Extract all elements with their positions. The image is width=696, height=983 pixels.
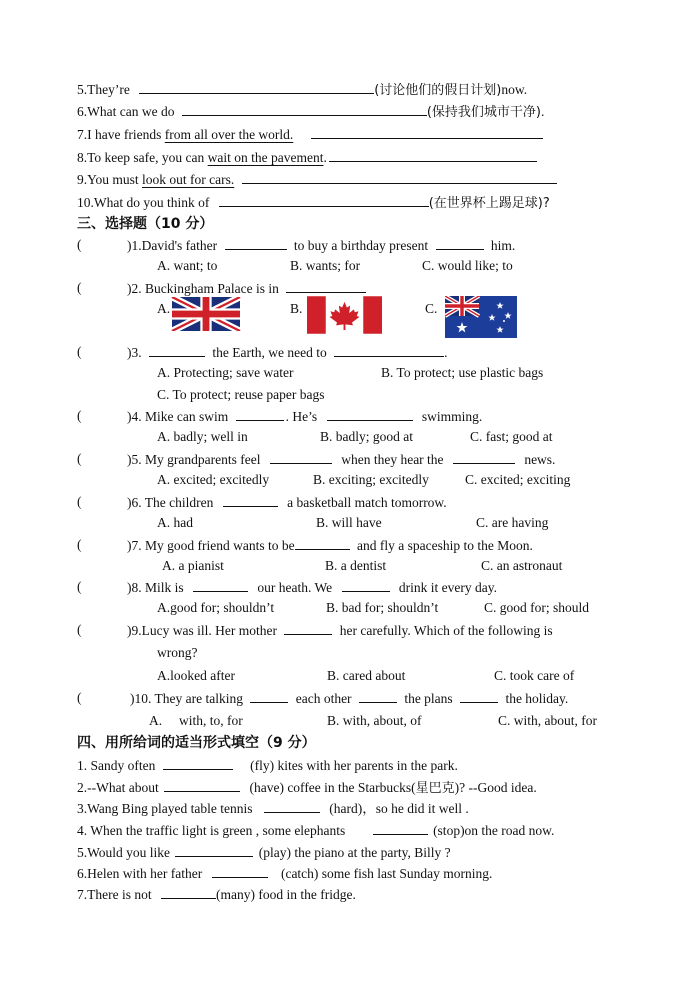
stem-part: her carefully. Which of the following is	[339, 623, 553, 638]
question-8	[77, 147, 537, 168]
option-c[interactable]: C. are having	[476, 515, 549, 530]
stem-part: a basketball match tomorrow.	[287, 495, 447, 510]
option-b[interactable]: B. bad for; shouldn’t	[326, 600, 439, 615]
q6-chinese-hint: (保持我们城市干净)	[426, 105, 541, 120]
fill-question-4	[77, 820, 554, 841]
option-b[interactable]: B. wants; for	[290, 258, 361, 273]
question-5	[77, 79, 527, 101]
fill-text: 5.Would you like	[77, 845, 171, 860]
answer-paren-close: )	[127, 580, 132, 595]
stem-blank	[225, 235, 287, 250]
answer-paren-close: )	[127, 538, 132, 553]
q10-text: 10.What do you think of	[77, 195, 210, 210]
answer-blank[interactable]	[161, 884, 216, 899]
answer-slot[interactable]	[84, 235, 122, 249]
stem-blank	[453, 449, 515, 464]
option-c[interactable]: C.	[425, 301, 438, 316]
stem-part: drink it every day.	[398, 580, 497, 595]
fill-chinese-text: 星巴克	[415, 781, 455, 796]
fill-text: 7.There is not	[77, 887, 152, 902]
answer-paren-close: )	[130, 691, 135, 706]
answer-blank[interactable]	[175, 842, 253, 857]
stem-part: our heath. We	[257, 580, 333, 595]
answer-paren-close: )	[127, 238, 132, 253]
option-c[interactable]: C. fast; good at	[470, 429, 553, 444]
answer-blank[interactable]	[163, 755, 233, 770]
option-a[interactable]: A. excited; excitedly	[157, 472, 270, 487]
fill-text: 4. When the traffic light is green , some elephants	[77, 823, 346, 838]
q5-chinese-hint: (讨论他们的假日计划)	[374, 83, 502, 98]
stem-part: 7. My good friend wants to be	[131, 538, 295, 553]
option-a[interactable]: A. a pianist	[162, 558, 224, 573]
stem-blank	[460, 688, 498, 703]
answer-paren-close: )	[127, 281, 132, 296]
stem-part: swimming.	[421, 409, 483, 424]
answer-paren-open: (	[77, 579, 82, 594]
stem-part: 4. Mike can swim	[131, 409, 229, 424]
uk-flag-icon[interactable]	[171, 297, 241, 331]
q9-underlined-phrase: look out for cars.	[142, 172, 235, 187]
fill-question-5	[77, 842, 451, 863]
stem-part: .	[444, 345, 448, 360]
answer-paren-open: (	[77, 237, 82, 252]
question-7	[77, 124, 543, 145]
q5-text: 5.They’re	[77, 82, 130, 97]
stem-part: wrong?	[157, 645, 198, 660]
fill-text: 6.Helen with her father	[77, 866, 203, 881]
question-10	[77, 192, 550, 214]
fill-text: (stop)on the road now.	[433, 823, 555, 838]
option-b[interactable]: B. badly; good at	[320, 429, 413, 444]
answer-paren-open: (	[77, 280, 82, 295]
stem-blank	[342, 577, 390, 592]
stem-blank	[327, 406, 413, 421]
option-c[interactable]: C. To protect; reuse paper bags	[157, 387, 325, 402]
fill-text: )? --Good idea.	[454, 780, 537, 795]
q8-end: .	[323, 150, 327, 165]
answer-paren-open: (	[77, 408, 82, 423]
stem-part: when they hear the	[341, 452, 444, 467]
fill-text: 2.--What about	[77, 780, 159, 795]
answer-blank[interactable]	[242, 169, 557, 184]
mc-stem	[127, 577, 497, 598]
stem-part: 5. My grandparents feel	[131, 452, 261, 467]
option-c[interactable]: C. excited; exciting	[465, 472, 571, 487]
section-4-title: 四、用所给词的适当形式填空（9 分）	[77, 735, 316, 751]
stem-blank	[334, 342, 444, 357]
answer-blank[interactable]	[164, 777, 240, 792]
stem-part: 6. The children	[131, 495, 214, 510]
answer-paren-open: (	[77, 690, 82, 705]
option-b[interactable]: B. cared about	[327, 668, 406, 683]
answer-blank[interactable]	[264, 798, 320, 813]
stem-blank	[270, 449, 332, 464]
answer-paren-close: )	[127, 495, 132, 510]
stem-part: the holiday.	[505, 691, 569, 706]
option-b[interactable]: B. a dentist	[325, 558, 387, 573]
answer-blank[interactable]	[373, 820, 428, 835]
stem-part: 8. Milk is	[131, 580, 184, 595]
fill-question-2	[77, 777, 537, 799]
option-b[interactable]: B. To protect; use plastic bags	[381, 365, 544, 380]
question-9	[77, 169, 557, 190]
australia-flag-icon[interactable]	[445, 296, 517, 338]
answer-paren-open: (	[77, 537, 82, 552]
mc-stem	[130, 688, 568, 709]
answer-paren-open: (	[77, 622, 82, 637]
option-a[interactable]: A. badly; well in	[157, 429, 248, 444]
q6-text: 6.What can we do	[77, 104, 175, 119]
stem-blank	[193, 577, 248, 592]
stem-part: and fly a spaceship to the Moon.	[356, 538, 533, 553]
stem-part: each other	[295, 691, 352, 706]
option-b[interactable]: B.	[290, 301, 303, 316]
fill-text: (many) food in the fridge.	[215, 887, 356, 902]
answer-paren-open: (	[77, 451, 82, 466]
stem-part: him.	[490, 238, 516, 253]
mc-stem	[127, 620, 553, 641]
stem-blank	[359, 688, 397, 703]
stem-blank	[286, 278, 366, 293]
answer-blank[interactable]	[212, 863, 268, 878]
q9-text: 9.You must	[77, 172, 139, 187]
answer-paren-close: )	[127, 623, 132, 638]
option-a[interactable]: A. with, to, for	[149, 713, 243, 728]
answer-paren-open: (	[77, 494, 82, 509]
q7-underlined-phrase: from all over the world.	[164, 127, 294, 142]
option-c[interactable]: C. good for; should	[484, 600, 590, 615]
q8-text: 8.To keep safe, you can	[77, 150, 205, 165]
option-a[interactable]: A. want; to	[157, 258, 218, 273]
fill-text: 3.Wang Bing played table tennis	[77, 801, 253, 816]
option-c[interactable]: C. an astronaut	[481, 558, 563, 573]
mc-stem	[127, 342, 447, 363]
mc-stem	[127, 535, 533, 556]
option-a[interactable]: A.good for; shouldn’t	[157, 600, 275, 615]
answer-blank[interactable]	[182, 101, 427, 116]
q5-end: now.	[501, 82, 528, 97]
stem-part: to buy a birthday present	[293, 238, 429, 253]
option-a[interactable]: A.	[157, 301, 171, 316]
stem-blank	[236, 406, 284, 421]
option-c[interactable]: C. took care of	[494, 668, 575, 683]
answer-blank[interactable]	[219, 192, 429, 207]
option-c[interactable]: C. would like; to	[422, 258, 513, 273]
q10-chinese-hint: (在世界杯上踢足球)?	[428, 196, 550, 211]
stem-blank	[284, 620, 332, 635]
option-b[interactable]: B. with, about, of	[327, 713, 422, 728]
stem-blank	[149, 342, 205, 357]
option-b[interactable]: B. will have	[316, 515, 382, 530]
answer-blank[interactable]	[139, 79, 374, 94]
stem-blank	[436, 235, 484, 250]
answer-blank[interactable]	[329, 147, 537, 162]
fill-question-6	[77, 863, 492, 884]
fill-question-3	[77, 798, 469, 819]
stem-blank	[250, 688, 288, 703]
stem-blank	[295, 535, 350, 550]
option-a[interactable]: A. had	[157, 515, 193, 530]
option-a[interactable]: A. Protecting; save water	[157, 365, 294, 380]
answer-paren-open: (	[77, 344, 82, 359]
fill-text: (hard)，so he did it well .	[329, 801, 469, 816]
question-6	[77, 101, 544, 123]
canada-flag-icon[interactable]	[307, 296, 382, 334]
stem-part: news.	[524, 452, 556, 467]
answer-paren-close: )	[127, 345, 132, 360]
fill-text: (have) coffee in the Starbucks(	[249, 780, 416, 795]
fill-text: 1. Sandy often	[77, 758, 156, 773]
mc-stem	[127, 449, 555, 470]
fill-question-1	[77, 755, 458, 776]
stem-part: 10. They are talking	[134, 691, 243, 706]
answer-blank[interactable]	[311, 124, 543, 139]
stem-part: 3.	[131, 345, 142, 360]
stem-part: 2. Buckingham Palace is in	[131, 281, 279, 296]
stem-part: the Earth, we need to	[212, 345, 327, 360]
stem-part: . He’s	[285, 409, 318, 424]
mc-stem	[127, 406, 482, 427]
section-3-title: 三、选择题（10 分）	[77, 216, 214, 232]
fill-text: (fly) kites with her parents in the park.	[250, 758, 458, 773]
option-c[interactable]: C. with, about, for	[498, 713, 597, 728]
stem-part: the plans	[404, 691, 453, 706]
fill-text: (catch) some fish last Sunday morning.	[280, 866, 493, 881]
fill-text: (play) the piano at the party, Billy ?	[258, 845, 451, 860]
mc-stem	[127, 235, 515, 256]
answer-paren-close: )	[127, 409, 132, 424]
option-a[interactable]: A.looked after	[157, 668, 235, 683]
stem-part: 9.Lucy was ill. Her mother	[131, 623, 277, 638]
stem-part: 1.David's father	[131, 238, 218, 253]
q8-underlined-phrase: wait on the pavement	[207, 150, 324, 165]
answer-paren-close: )	[127, 452, 132, 467]
stem-blank	[223, 492, 278, 507]
fill-question-7	[77, 884, 356, 905]
q7-text: 7.I have friends	[77, 127, 162, 142]
q6-end: .	[541, 104, 545, 119]
option-b[interactable]: B. exciting; excitedly	[313, 472, 429, 487]
mc-stem	[127, 492, 447, 513]
